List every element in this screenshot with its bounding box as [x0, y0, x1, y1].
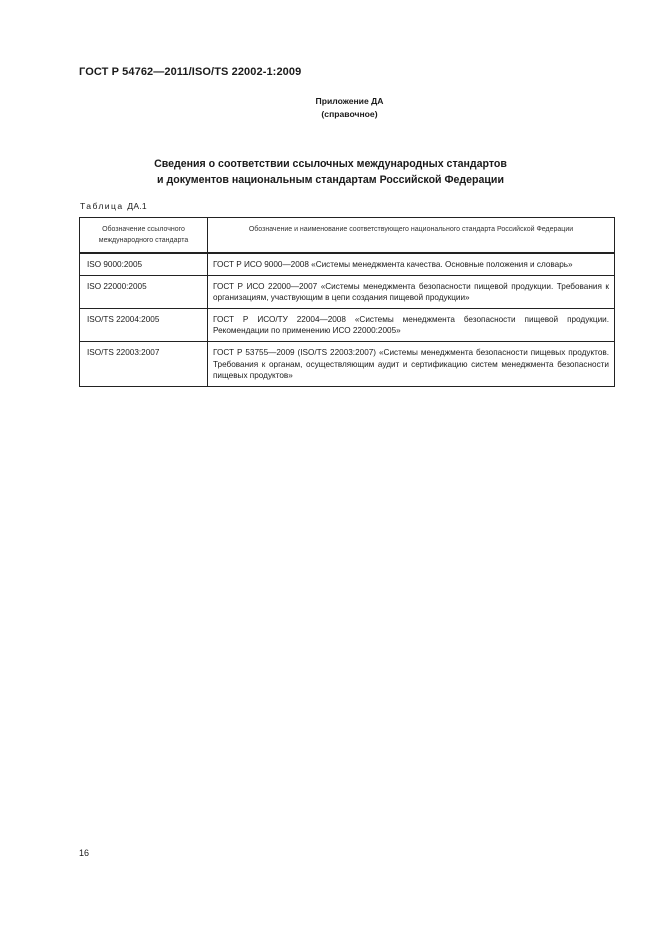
appendix-heading — [0, 95, 661, 121]
national-standard-cell: ГОСТ Р ИСО 22000—2007 «Системы менеджмента безопасности пищевой продукции. Требования к организациям, участвующим в цепи создания пищевой продукции» — [208, 275, 615, 308]
national-standard-cell: ГОСТ Р ИСО 9000—2008 «Системы менеджмента качества. Основные положения и словарь» — [208, 253, 615, 275]
table-row — [80, 275, 615, 308]
table-row — [80, 308, 615, 341]
table-row — [80, 253, 615, 275]
standards-correspondence-table — [79, 217, 615, 387]
section-title-line-1: Сведения о соответствии ссылочных международных стандартов — [154, 158, 507, 170]
page-number: 16 — [79, 848, 90, 858]
appendix-subtitle: (справочное) — [321, 109, 378, 119]
reference-standard-cell: ISO 22000:2005 — [80, 275, 208, 308]
table-row — [80, 341, 615, 386]
reference-standard-cell: ISO 9000:2005 — [80, 253, 208, 275]
table-caption-number: ДА.1 — [127, 201, 147, 211]
reference-standard-cell: ISO/TS 22004:2005 — [80, 308, 208, 341]
national-standard-cell: ГОСТ Р ИСО/ТУ 22004—2008 «Системы менеджмента безопасности пищевой продукции. Рекомендации по применению ИСО 22000:2005» — [208, 308, 615, 341]
national-standard-cell: ГОСТ Р 53755—2009 (ISO/TS 22003:2007) «Системы менеджмента безопасности пищевых продуктов. Требования к органам, осуществляющим аудит и сертификацию систем менеджмента безопасности пищевых продуктов» — [208, 341, 615, 386]
table-caption — [80, 201, 147, 211]
document-code: ГОСТ Р 54762—2011/ISO/TS 22002-1:2009 — [79, 66, 302, 78]
table-header-row — [80, 218, 615, 254]
reference-standard-cell: ISO/TS 22003:2007 — [80, 341, 208, 386]
appendix-title: Приложение ДА — [315, 96, 384, 106]
table-caption-prefix: Таблица — [80, 201, 124, 211]
column-header-reference-standard: Обозначение ссылочного международного стандарта — [80, 218, 208, 254]
section-title-line-2: и документов национальным стандартам Российской Федерации — [157, 174, 504, 186]
column-header-national-standard: Обозначение и наименование соответствующего национального стандарта Российской Федерации — [208, 218, 615, 254]
section-title — [0, 156, 661, 188]
